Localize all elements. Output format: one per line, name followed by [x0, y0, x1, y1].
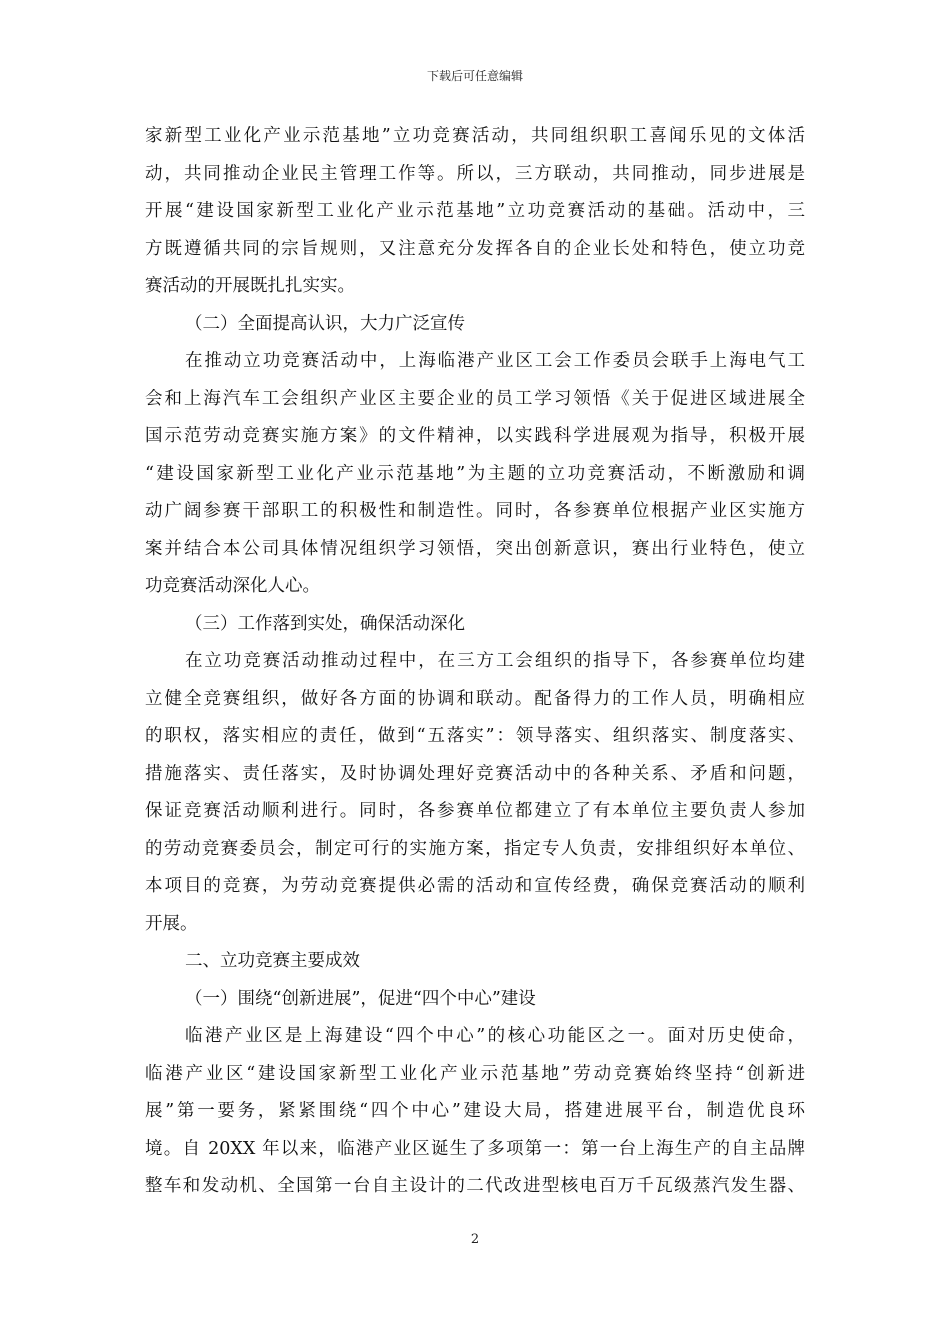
text-line: 展”第一要务，紧紧围绕“四个中心”建设大局，搭建进展平台，制造优良环	[145, 1101, 805, 1121]
text-line: 案并结合本公司具体情况组织学习领悟，突出创新意识，赛出行业特色，使立	[145, 538, 805, 559]
text-line: 动广阔参赛干部职工的积极性和制造性。同时，各参赛单位根据产业区实施方	[145, 501, 805, 521]
body-text	[145, 118, 805, 1206]
section-heading: （一）围绕“创新进展”，促进“四个中心”建设	[185, 988, 536, 1009]
text-line: 会和上海汽车工会组织产业区主要企业的员工学习领悟《关于促进区域进展全	[145, 388, 805, 409]
text-line: 功竞赛活动深化人心。	[145, 576, 320, 596]
section-heading: （三）工作落到实处，确保活动深化	[185, 613, 465, 634]
text-line: 家新型工业化产业示范基地”立功竞赛活动，共同组织职工喜闻乐见的文体活	[145, 126, 805, 146]
text-line: 本项目的竞赛，为劳动竞赛提供必需的活动和宣传经费，确保竞赛活动的顺利	[145, 876, 805, 896]
text-line: 整车和发动机、全国第一台自主设计的二代改进型核电百万千瓦级蒸汽发生器、	[145, 1176, 805, 1196]
text-line: 临港产业区是上海建设“四个中心”的核心功能区之一。面对历史使命，	[185, 1026, 805, 1046]
text-line: 在立功竞赛活动推动过程中，在三方工会组织的指导下，各参赛单位均建	[185, 651, 805, 671]
text-line: 保证竞赛活动顺利进行。同时，各参赛单位都建立了有本单位主要负责人参加	[145, 801, 805, 821]
text-line: 国示范劳动竞赛实施方案》的文件精神，以实践科学进展观为指导，积极开展	[145, 426, 805, 446]
text-line: 的职权，落实相应的责任，做到“五落实”：领导落实、组织落实、制度落实、	[145, 726, 805, 746]
text-line: 赛活动的开展既扎扎实实。	[145, 276, 355, 296]
text-line: 境。自 20XX 年以来，临港产业区诞生了多项第一：第一台上海生产的自主品牌	[145, 1138, 805, 1159]
text-line: 在推动立功竞赛活动中，上海临港产业区工会工作委员会联手上海电气工	[185, 351, 805, 371]
text-line: 方既遵循共同的宗旨规则，又注意充分发挥各自的企业长处和特色，使立功竞	[145, 238, 805, 259]
section-heading: 二、立功竞赛主要成效	[185, 951, 360, 971]
text-line: 临港产业区“建设国家新型工业化产业示范基地”劳动竞赛始终坚持“创新进	[145, 1063, 805, 1084]
text-line: 立健全竞赛组织，做好各方面的协调和联动。配备得力的工作人员，明确相应	[145, 688, 805, 709]
text-line: 措施落实、责任落实，及时协调处理好竞赛活动中的各种关系、矛盾和问题，	[145, 763, 805, 784]
text-line: 开展“建设国家新型工业化产业示范基地”立功竞赛活动的基础。活动中，三	[145, 201, 805, 221]
page-header: 下载后可任意编辑	[426, 69, 523, 83]
text-line: 开展。	[145, 913, 198, 934]
section-heading: （二）全面提高认识，大力广泛宣传	[185, 313, 465, 334]
text-line: 动，共同推动企业民主管理工作等。所以，三方联动，共同推动，同步进展是	[145, 163, 805, 184]
text-line: 的劳动竞赛委员会，制定可行的实施方案，指定专人负责，安排组织好本单位、	[145, 838, 805, 859]
page-number: 2	[470, 1232, 480, 1247]
text-line: “建设国家新型工业化产业示范基地”为主题的立功竞赛活动，不断激励和调	[145, 463, 805, 484]
